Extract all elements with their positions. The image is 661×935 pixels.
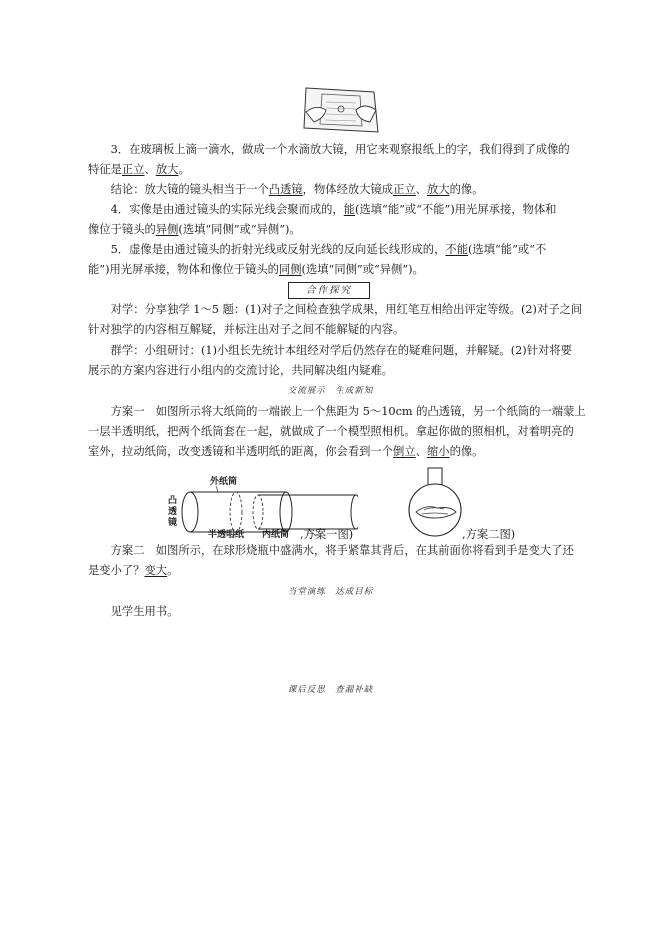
figure2-caption: ,方案二图) <box>462 528 516 541</box>
label-outer-tube: 外纸筒 <box>210 477 238 487</box>
answer-blank: 凸透镜 <box>268 183 303 196</box>
qunxue-line1: 群学：小组研讨：(1)小组长先统计本组经对学后仍然存在的疑难问题，并解疑。(2)针对将要 <box>110 344 572 357</box>
plan1-line2: 一层半透明纸，把两个纸筒套在一起，就做成了一个模型照相机。拿起你做的照相机，对着明亮的 <box>88 425 574 438</box>
answer-blank: 放大 <box>155 163 179 176</box>
plan2-line1: 方案二 如图所示，在球形烧瓶中盛满水，将手紧靠其背后，在其前面你将看到手是变大了还 <box>110 544 574 557</box>
label-translucent-paper: 半透明纸 <box>208 530 245 540</box>
answer-blank: 正立 <box>121 163 145 176</box>
see-student-book: 见学生用书。 <box>110 605 179 618</box>
section5-line2: 能”)用光屏承接，物体和像位于镜头的同侧(选填“同侧”或“异侧”)。 <box>88 263 424 276</box>
reflection-heading: 课后反思 查漏补缺 <box>287 685 374 695</box>
answer-blank: 缩小 <box>426 445 450 458</box>
cooperation-heading: 合作探究 <box>288 282 370 299</box>
answer-blank: 倒立 <box>393 445 416 458</box>
label-inner-tube: 内纸筒 <box>262 530 290 540</box>
answer-blank: 放大 <box>426 183 450 196</box>
answer-blank: 正立 <box>393 183 416 196</box>
answer-blank: 同侧 <box>278 263 302 276</box>
exchange-heading: 交流展示 生成新知 <box>287 386 374 396</box>
qunxue-line2: 展示的方案内容进行小组内的交流讨论，共同解决组内疑难。 <box>88 364 394 377</box>
section4-line2: 像位于镜头的异侧(选填“同侧”或“异侧”)。 <box>88 223 301 236</box>
duixue-line2: 针对独学的内容相互解疑，并标注出对子之间不能解疑的内容。 <box>88 323 405 336</box>
answer-blank: 不能 <box>445 243 469 256</box>
section3-line1: 3．在玻璃板上滴一滴水，做成一个水滴放大镜，用它来观察报纸上的字，我们得到了成像的 <box>110 143 570 156</box>
section4-line1: 4．实像是由通过镜头的实际光线会聚而成的，能(选填“能”或“不能”)用光屏承接，物体和 <box>110 203 557 216</box>
conclusion-line: 结论：放大镜的镜头相当于一个凸透镜，物体经放大镜成正立、放大的像。 <box>110 183 484 196</box>
answer-blank: 变大 <box>144 564 168 577</box>
duixue-line1: 对学：分享独学 1～5 题：(1)对子之间检查独学成果，用红笔互相给出评定等级。(2)对子之间 <box>110 303 583 316</box>
water-flask-figure <box>404 466 468 538</box>
label-convex-lens: 凸 透 镜 <box>168 496 178 528</box>
figure1-caption: ,方案一图) <box>300 528 354 541</box>
plan1-line1: 方案一 如图所示将大纸筒的一端嵌上一个焦距为 5～10cm 的凸透镜，另一个纸筒的一端蒙上 <box>110 405 586 418</box>
answer-blank: 异侧 <box>155 223 179 236</box>
section3-line2: 特征是正立、放大。 <box>88 163 190 176</box>
section5-line1: 5．虚像是由通过镜头的折射光线或反射光线的反向延长线形成的，不能(选填“能”或“不 <box>110 243 547 256</box>
practice-heading: 当堂演练 达成目标 <box>287 587 374 597</box>
answer-blank: 能 <box>343 203 356 216</box>
plan1-line3: 室外，拉动纸筒，改变透镜和半透明纸的距离，你会看到一个倒立、缩小的像。 <box>88 445 484 458</box>
plan2-line2: 是变小了？变大。 <box>88 564 179 577</box>
glass-plate-magnifier-figure <box>300 82 382 138</box>
